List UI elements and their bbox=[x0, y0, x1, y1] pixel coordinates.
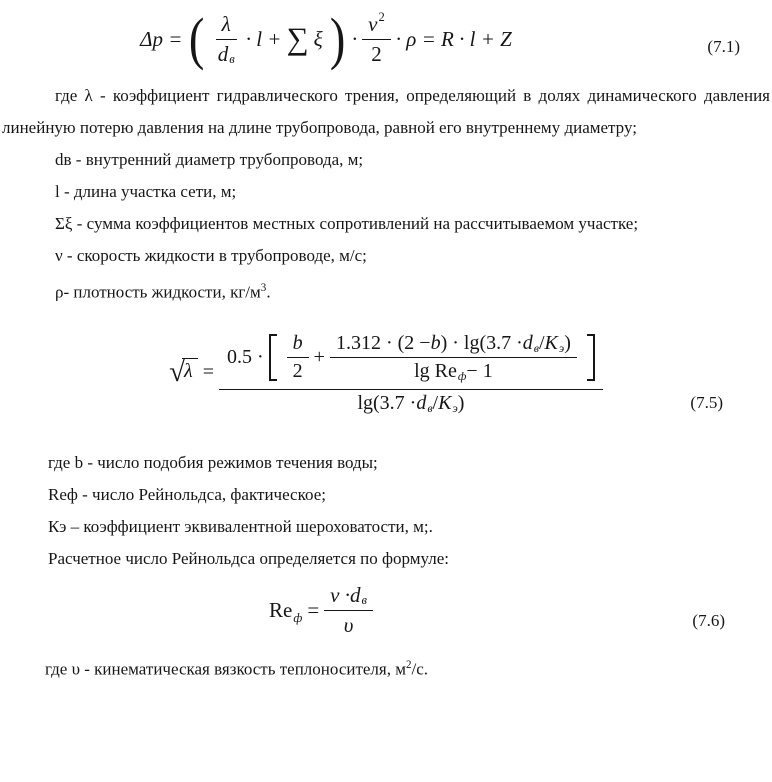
eq75-num2-t2: ) · lg(3.7 · bbox=[440, 332, 523, 355]
equation-number: (7.6) bbox=[692, 610, 725, 630]
radicand: λ bbox=[182, 358, 198, 383]
right-square-bracket bbox=[587, 334, 595, 381]
eq71-fraction-velocity bbox=[362, 9, 391, 67]
eq76-Re-subscript: ф bbox=[293, 611, 303, 626]
eq71-nu-superscript: 2 bbox=[378, 9, 385, 24]
definition-line: Σξ - сумма коэффициентов местных сопротивлений на рассчитываемом участке; bbox=[55, 214, 639, 233]
eq75-plus: + bbox=[313, 346, 325, 369]
nu-line-text: где υ - кинематическая вязкость теплоносителя, м bbox=[45, 659, 406, 679]
eq71-d: d bbox=[217, 41, 229, 66]
eq75-inner-numerator bbox=[330, 332, 577, 358]
eq71-dot: · bbox=[351, 26, 358, 51]
definition-list-1 bbox=[0, 144, 772, 309]
eq75-coef: 0.5 · bbox=[227, 346, 264, 369]
eq75-denmain-d: d bbox=[416, 392, 427, 415]
eq71-mid: · l + bbox=[245, 26, 282, 51]
eq75-num2-close: ) bbox=[564, 332, 571, 355]
eq75-equals: = bbox=[202, 361, 214, 384]
eq76-equals: = bbox=[307, 598, 320, 623]
radical-sign: √ bbox=[169, 356, 186, 389]
definition-line: Расчетное число Рейнольдса определяется по формуле: bbox=[48, 548, 450, 568]
eq76-fraction bbox=[324, 583, 373, 638]
eq75-num2-K: K bbox=[544, 332, 558, 355]
equation-7-5-formula bbox=[169, 330, 603, 415]
eq75-den2-t2: − 1 bbox=[466, 360, 493, 383]
equation-number: (7.5) bbox=[690, 392, 723, 412]
body-paragraph: где λ - коэффициент гидравлического трения, определяющий в долях динамического давления линейную потерю давления на длине трубопровода, равной его внутреннему диаметру; bbox=[2, 86, 770, 137]
eq76-lhs bbox=[269, 598, 303, 626]
definition-line: ν - скорость жидкости в трубопроводе, м/с; bbox=[55, 246, 367, 265]
eq75-denmain-slash: / bbox=[432, 392, 439, 415]
eq75-den2-t1: lg Re bbox=[414, 360, 457, 383]
eq71-frac2-numerator bbox=[362, 9, 391, 40]
eq75-inner-denominator bbox=[408, 358, 499, 383]
definition-line-nu bbox=[0, 649, 772, 686]
definition-line-rho bbox=[0, 272, 772, 309]
eq75-num2-t1: 1.312 · (2 − bbox=[335, 332, 431, 355]
left-paren: ( bbox=[189, 6, 205, 72]
definition-line: Кэ – коэффициент эквивалентной шероховатости, м;. bbox=[48, 516, 433, 536]
eq71-rhs: · ρ = R · l + Z bbox=[395, 26, 512, 51]
equation-7-5 bbox=[0, 315, 772, 431]
eq75-num2-K-subscript: э bbox=[558, 341, 565, 356]
eq76-num-d: d bbox=[349, 583, 361, 608]
eq75-denmain-K: K bbox=[438, 392, 452, 415]
eq76-Re: Re bbox=[269, 598, 293, 623]
eq75-fraction-b2 bbox=[287, 332, 309, 383]
equation-7-1-formula bbox=[140, 6, 512, 72]
eq75-2: 2 bbox=[292, 360, 303, 383]
definition-line: Reф - число Рейнольдса, фактическое; bbox=[48, 484, 326, 504]
eq71-lhs: Δp = bbox=[140, 26, 183, 51]
eq75-num2-d: d bbox=[522, 332, 533, 355]
right-paren: ) bbox=[329, 6, 345, 72]
eq75-denmain-close: ) bbox=[457, 392, 465, 415]
eq75-den2-subscript: ф bbox=[457, 369, 467, 384]
left-square-bracket bbox=[269, 334, 277, 381]
eq71-frac1-denominator bbox=[212, 40, 241, 67]
eq71-nu: ν bbox=[368, 11, 378, 36]
rho-line-period: . bbox=[266, 282, 271, 302]
eq75-num2-slash: / bbox=[538, 332, 545, 355]
eq71-d-subscript: в bbox=[229, 51, 235, 66]
definition-line: где b - число подобия режимов течения воды; bbox=[48, 452, 378, 472]
eq75-main-denominator bbox=[351, 390, 470, 415]
eq75-num2-b: b bbox=[430, 332, 441, 355]
rho-line-text: ρ- плотность жидкости, кг/м bbox=[55, 282, 261, 302]
eq75-denmain-K-subscript: э bbox=[452, 401, 458, 416]
equation-number: (7.1) bbox=[707, 37, 740, 56]
eq75-main-numerator bbox=[219, 330, 603, 390]
eq76-numerator bbox=[324, 583, 373, 611]
eq75-denmain-d-subscript: в bbox=[427, 401, 433, 416]
eq71-frac1-numerator: λ bbox=[216, 12, 237, 40]
nu-line-superscript: 2 bbox=[406, 658, 412, 671]
definition-line: dв - внутренний диаметр трубопровода, м; bbox=[55, 150, 364, 169]
eq76-num-d-subscript: в bbox=[361, 593, 367, 608]
equation-7-6 bbox=[0, 579, 772, 643]
document-page bbox=[0, 2, 772, 782]
eq75-denmain-t1: lg(3.7 · bbox=[357, 392, 417, 415]
eq71-xi: ξ bbox=[313, 26, 323, 51]
equation-7-6-formula bbox=[269, 583, 373, 638]
eq75-main-fraction bbox=[219, 330, 603, 415]
definition-line: l - длина участка сети, м; bbox=[55, 182, 237, 201]
eq71-frac2-denominator: 2 bbox=[371, 41, 382, 66]
eq75-inner-fraction bbox=[330, 332, 577, 383]
eq75-num2-d-subscript: в bbox=[533, 341, 539, 356]
eq75-numerator-row bbox=[225, 330, 597, 387]
eq71-fraction-lambda bbox=[212, 12, 241, 67]
rho-line-superscript: 3 bbox=[260, 282, 267, 294]
sum-symbol: ∑ bbox=[286, 20, 309, 56]
definition-list-2 bbox=[0, 447, 772, 575]
eq76-num-t1: ν · bbox=[330, 583, 350, 608]
nu-line-unit: /с. bbox=[411, 659, 429, 679]
sqrt-lambda bbox=[169, 358, 198, 387]
equation-7-1 bbox=[0, 2, 772, 76]
eq76-denominator: υ bbox=[343, 613, 354, 638]
eq75-b: b bbox=[287, 332, 309, 358]
